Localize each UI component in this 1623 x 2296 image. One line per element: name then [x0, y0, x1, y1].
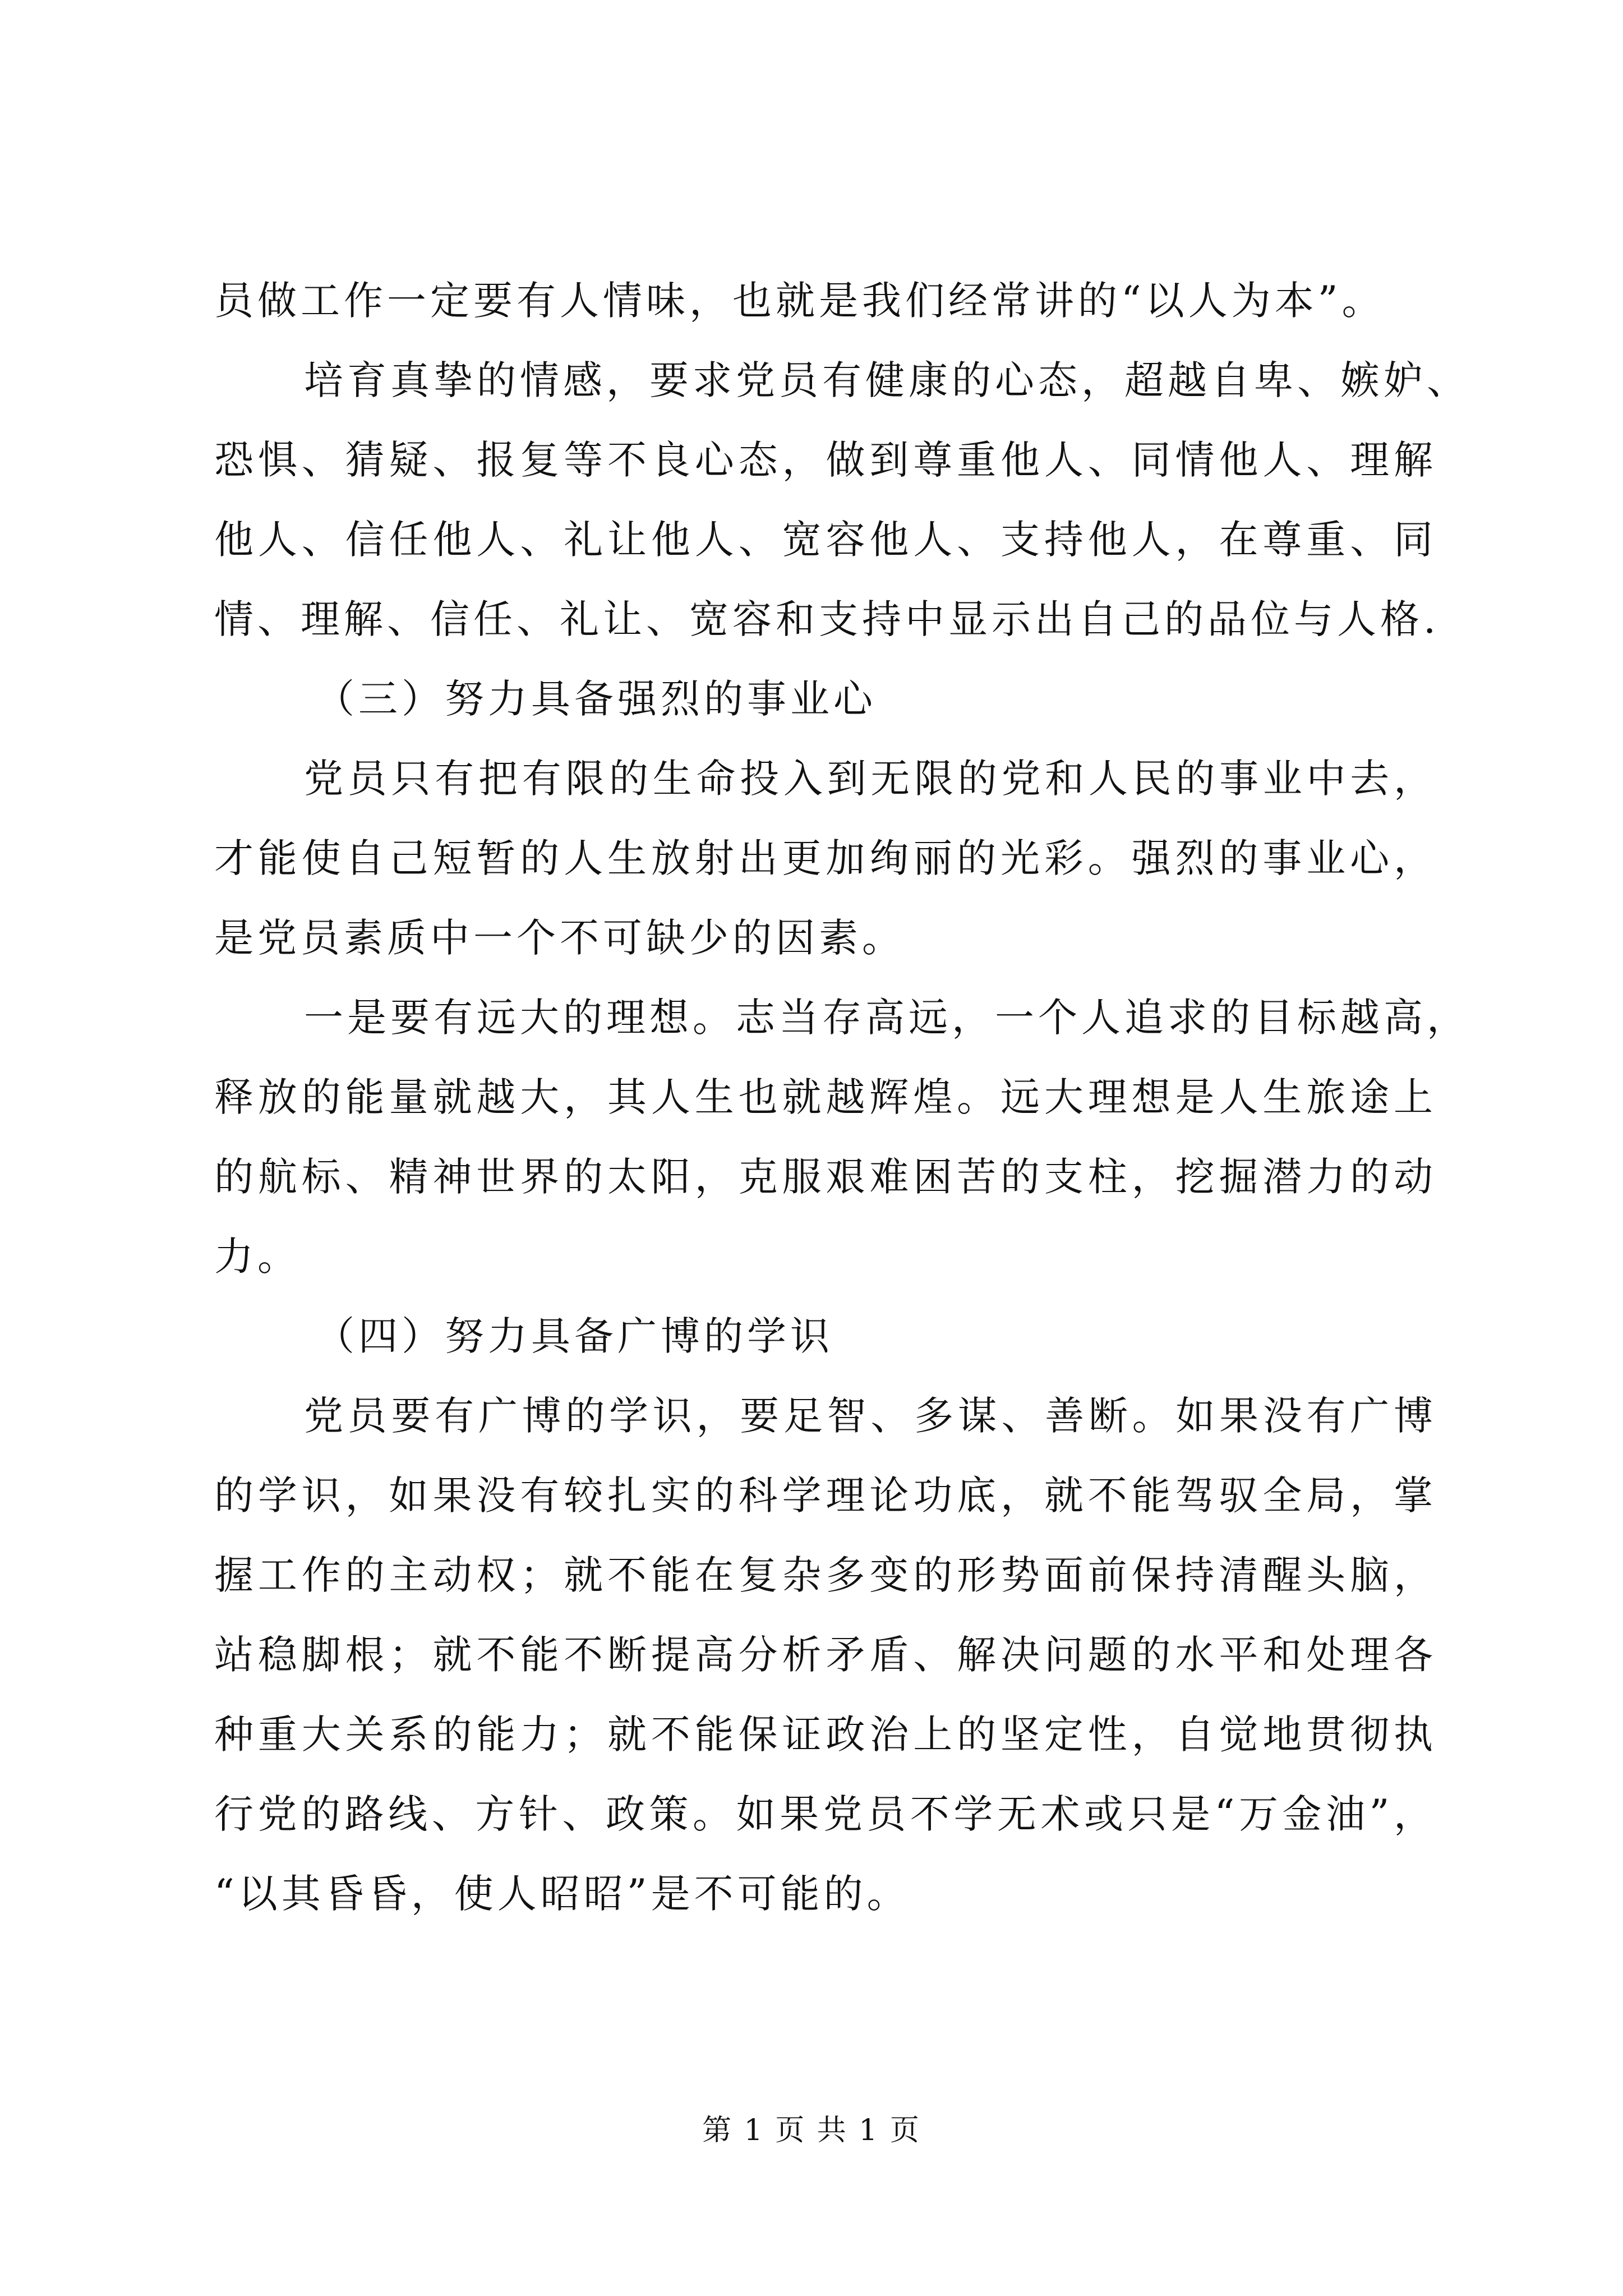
text-line: 种重大关系的能力；就不能保证政治上的坚定性，自觉地贯彻执: [214, 1711, 1437, 1757]
text-line: 情、理解、信任、礼让、宽容和支持中显示出自己的品位与人格.: [214, 596, 1440, 642]
text-line: 站稳脚根；就不能不断提高分析矛盾、解决问题的水平和处理各: [214, 1632, 1437, 1678]
text-line: 他人、信任他人、礼让他人、宽容他人、支持他人，在尊重、同: [214, 517, 1437, 563]
text-line: 力。: [214, 1234, 301, 1280]
text-line: 员做工作一定要有人情味，也就是我们经常讲的“以人为本”。: [214, 278, 1385, 324]
text-line: 是党员素质中一个不可缺少的因素。: [214, 915, 905, 961]
text-line: 释放的能量就越大，其人生也就越辉煌。远大理想是人生旅途上: [214, 1074, 1437, 1120]
text-line: 党员要有广博的学识，要足智、多谋、善断。如果没有广博: [304, 1393, 1437, 1439]
text-line: 的航标、精神世界的太阳，克服艰难困苦的支柱，挖掘潜力的动: [214, 1154, 1437, 1200]
text-line: 行党的路线、方针、政策。如果党员不学无术或只是“万金油”，: [214, 1791, 1437, 1837]
text-line: 培育真挚的情感，要求党员有健康的心态，超越自卑、嫉妒、: [304, 357, 1470, 403]
text-line: 的学识，如果没有较扎实的科学理论功底，就不能驾驭全局，掌: [214, 1473, 1437, 1519]
text-line: 一是要有远大的理想。志当存高远，一个人追求的目标越高，: [304, 995, 1470, 1041]
text-line: 握工作的主动权；就不能在复杂多变的形势面前保持清醒头脑，: [214, 1552, 1437, 1598]
text-line: 恐惧、猜疑、报复等不良心态，做到尊重他人、同情他人、理解: [214, 437, 1437, 483]
text-line: 党员只有把有限的生命投入到无限的党和人民的事业中去，: [304, 756, 1437, 802]
body-text: [214, 261, 1470, 1934]
section-heading: （三）努力具备强烈的事业心: [315, 676, 877, 722]
page-number-footer: 第 1 页 共 1 页: [702, 2114, 921, 2147]
text-line: “以其昏昏，使人昭昭”是不可能的。: [214, 1871, 910, 1917]
section-heading: （四）努力具备广博的学识: [315, 1313, 833, 1359]
text-line: 才能使自己短暂的人生放射出更加绚丽的光彩。强烈的事业心，: [214, 835, 1437, 881]
